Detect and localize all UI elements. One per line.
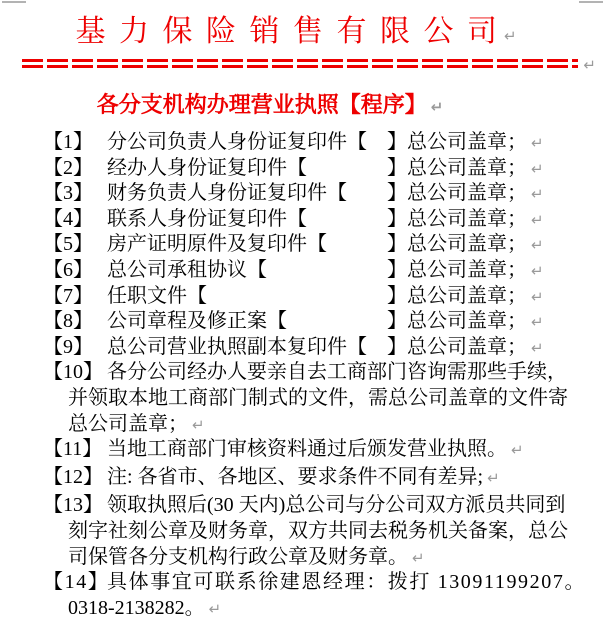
- list-item: [0, 181, 606, 207]
- item-text: 房产证明原件及复印件【 】总公司盖章；: [107, 233, 527, 256]
- list-item: [0, 465, 606, 491]
- item-text: 财务负责人身份证复印件【 】总公司盖章；: [107, 182, 527, 205]
- paragraph-mark-icon: ↵: [531, 159, 544, 178]
- list-item: [0, 493, 606, 570]
- paragraph-mark-icon: ↵: [511, 441, 524, 460]
- section-title: [0, 88, 540, 119]
- item-text: 总公司承租协议【 】总公司盖章；: [107, 258, 527, 281]
- list-item: [0, 232, 606, 258]
- paragraph-mark-icon: ↵: [531, 313, 544, 332]
- list-item: [0, 437, 606, 463]
- text-boundary-mark-top-left: [2, 1, 26, 3]
- item-text: 联系人身份证复印件【 】总公司盖章；: [107, 207, 527, 230]
- item-number: 【13】: [43, 494, 103, 517]
- item-number: 【10】: [43, 361, 103, 384]
- item-text-continuation: 司保管各分支机构行政公章及财务章。: [68, 545, 408, 568]
- paragraph-mark-icon: ↵: [412, 548, 425, 567]
- company-title-text: 基 力 保 险 销 售 有 限 公 司: [75, 15, 500, 48]
- item-text: 分公司负责人身份证复印件【 】总公司盖章；: [107, 131, 527, 153]
- paragraph-mark-icon: ↵: [531, 338, 544, 357]
- paragraph-mark-icon: ↵: [503, 27, 517, 45]
- list-item: [0, 335, 606, 361]
- item-number: 【11】: [43, 438, 103, 461]
- item-text: 当地工商部门审核资料通过后颁发营业执照。: [107, 438, 507, 461]
- item-text: 领取执照后(30 天内)总公司与分公司双方派员共同到: [107, 494, 566, 517]
- item-number: 【3】: [43, 182, 93, 205]
- paragraph-mark-icon: ↵: [531, 236, 544, 255]
- text-boundary-mark-top-right: [579, 1, 603, 3]
- paragraph-mark-icon: ↵: [583, 56, 596, 74]
- list-item: [0, 360, 606, 437]
- item-text-continuation: 0318-2138282。: [68, 596, 205, 619]
- list-item: [0, 130, 606, 156]
- paragraph-mark-icon: ↵: [531, 261, 544, 280]
- paragraph-mark-icon: ↵: [531, 134, 544, 152]
- paragraph-mark-icon: ↵: [531, 287, 544, 306]
- paragraph-mark-icon: ↵: [531, 210, 544, 229]
- double-dashed-rule: [22, 56, 596, 74]
- item-number: 【2】: [43, 156, 93, 179]
- list-item: [0, 570, 606, 621]
- rule-bar-top: [22, 59, 578, 62]
- list-item: [0, 207, 606, 233]
- item-number: 【9】: [43, 335, 93, 358]
- item-text: 经办人身份证复印件【 】总公司盖章；: [107, 156, 527, 179]
- item-number: 【1】: [43, 131, 93, 153]
- item-number: 【12】: [43, 465, 103, 488]
- paragraph-mark-icon: ↵: [531, 185, 544, 204]
- item-text: 总公司营业执照副本复印件【 】总公司盖章；: [107, 335, 527, 358]
- list-item: [0, 258, 606, 284]
- item-number: 【4】: [43, 207, 93, 230]
- company-title: [0, 6, 592, 50]
- list-item: [0, 284, 606, 310]
- item-text: 各分公司经办人要亲自去工商部门咨询需那些手续，: [107, 361, 567, 384]
- paragraph-mark-icon: ↵: [208, 599, 222, 618]
- paragraph-mark-icon: ↵: [192, 415, 205, 434]
- item-number: 【14】: [43, 571, 110, 594]
- item-text: 具体事宜可联系徐建恩经理：拨打 13091199207。: [107, 571, 587, 594]
- item-number: 【8】: [43, 310, 93, 333]
- item-text-continuation: 并领取本地工商部门制式的文件，需总公司盖章的文件寄: [68, 386, 568, 409]
- paragraph-mark-icon: ↵: [487, 468, 500, 487]
- item-number: 【7】: [43, 284, 93, 307]
- item-text: 任职文件【 】总公司盖章；: [107, 284, 527, 307]
- item-text: 公司章程及修正案【 】总公司盖章；: [107, 310, 527, 333]
- section-title-text: 各分支机构办理营业执照【程序】: [96, 92, 427, 117]
- item-number: 【6】: [43, 258, 93, 281]
- item-text-continuation: 刻字社刻公章及财务章，双方共同去税务机关备案，总公: [68, 519, 568, 542]
- rule-bar-bottom: [22, 65, 578, 68]
- item-text-continuation: 总公司盖章；: [68, 412, 188, 435]
- list-item: [0, 309, 606, 335]
- item-number: 【5】: [43, 233, 93, 256]
- paragraph-mark-icon: ↵: [430, 98, 444, 116]
- list-item: [0, 156, 606, 182]
- item-text: 注: 各省市、各地区、要求条件不同有差异;: [107, 465, 484, 488]
- procedure-list: [0, 130, 606, 621]
